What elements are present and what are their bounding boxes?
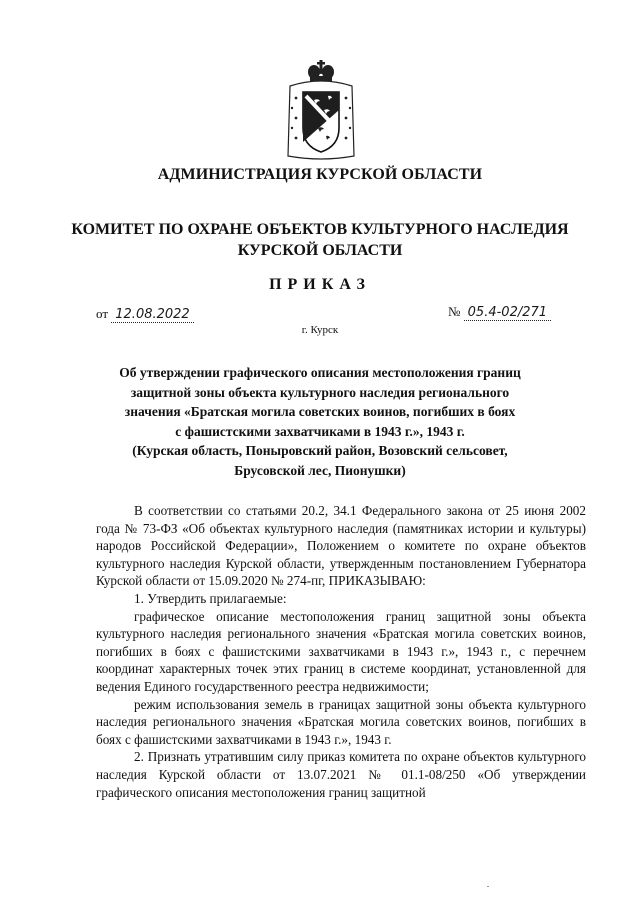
order-date	[96, 306, 194, 322]
scan-speck	[487, 886, 489, 887]
subject-line: Брусовской лес, Пионушки)	[234, 462, 406, 478]
subject-line: защитной зоны объекта культурного наследия регионального	[130, 384, 510, 400]
committee-title-line: КУРСКОЙ ОБЛАСТИ	[237, 242, 403, 259]
committee-title-line: КОМИТЕТ ПО ОХРАНЕ ОБЪЕКТОВ КУЛЬТУРНОГО НАСЛЕДИЯ	[71, 221, 569, 238]
order-number	[448, 304, 551, 320]
subject-line: (Курская область, Поныровский район, Возовский сельсовет,	[132, 443, 508, 458]
city-label: г. Курск	[301, 324, 339, 336]
coat-of-arms-icon	[284, 58, 358, 162]
committee-title	[0, 219, 640, 261]
number-prefix: №	[448, 304, 461, 319]
administration-title: АДМИНИСТРАЦИЯ КУРСКОЙ ОБЛАСТИ	[157, 166, 483, 183]
body-paragraph: графическое описание местоположения границ защитной зоны объекта культурного наследия регионального значения «Братская могила советских воинов, погибших в боях с фашистскими захватчиками в 1943 г.», 1943 г., с перечнем координат характерных точек этих границ в системе координат, установленной для ведения Единого государственного реестра недвижимости;	[96, 608, 586, 694]
subject-line: с фашистскими захватчиками в 1943 г.», 1943 г.	[175, 423, 465, 439]
order-body	[96, 502, 586, 801]
body-paragraph: режим использования земель в границах защитной зоны объекта культурного наследия регионального значения «Братская могила советских воинов, погибших в боях с фашистскими захватчиками в 1943 г.», 1943 г.	[96, 696, 586, 747]
date-prefix: от	[96, 306, 109, 321]
document-type-title: ПРИКАЗ	[269, 276, 371, 293]
body-paragraph: 2. Признать утратившим силу приказ комитета по охране объектов культурного наследия Курской области от 13.07.2021 № 01.1-08/250 «Об утверждении графического описания местоположения границ защитной	[96, 749, 586, 800]
number-value: 05.4-02/271	[464, 305, 551, 321]
subject-line: значения «Братская могила советских воинов, погибших в боях	[124, 404, 516, 419]
body-paragraph: В соответствии со статьями 20.2, 34.1 Федерального закона от 25 июня 2002 года № 73-ФЗ «Об объектах культурного наследия (памятниках истории и культуры) народов Российской Федерации», Положением о комитете по охране объектов культурного наследия Курской области, утвержденным постановлением Губернатора Курской области от 15.09.2020 № 274-пг, ПРИКАЗЫВАЮ:	[96, 503, 586, 589]
order-subject	[80, 363, 560, 480]
date-value: 12.08.2022	[111, 307, 193, 323]
subject-line: Об утверждении графического описания местоположения границ	[119, 365, 521, 380]
body-paragraph: 1. Утвердить прилагаемые:	[134, 590, 287, 606]
